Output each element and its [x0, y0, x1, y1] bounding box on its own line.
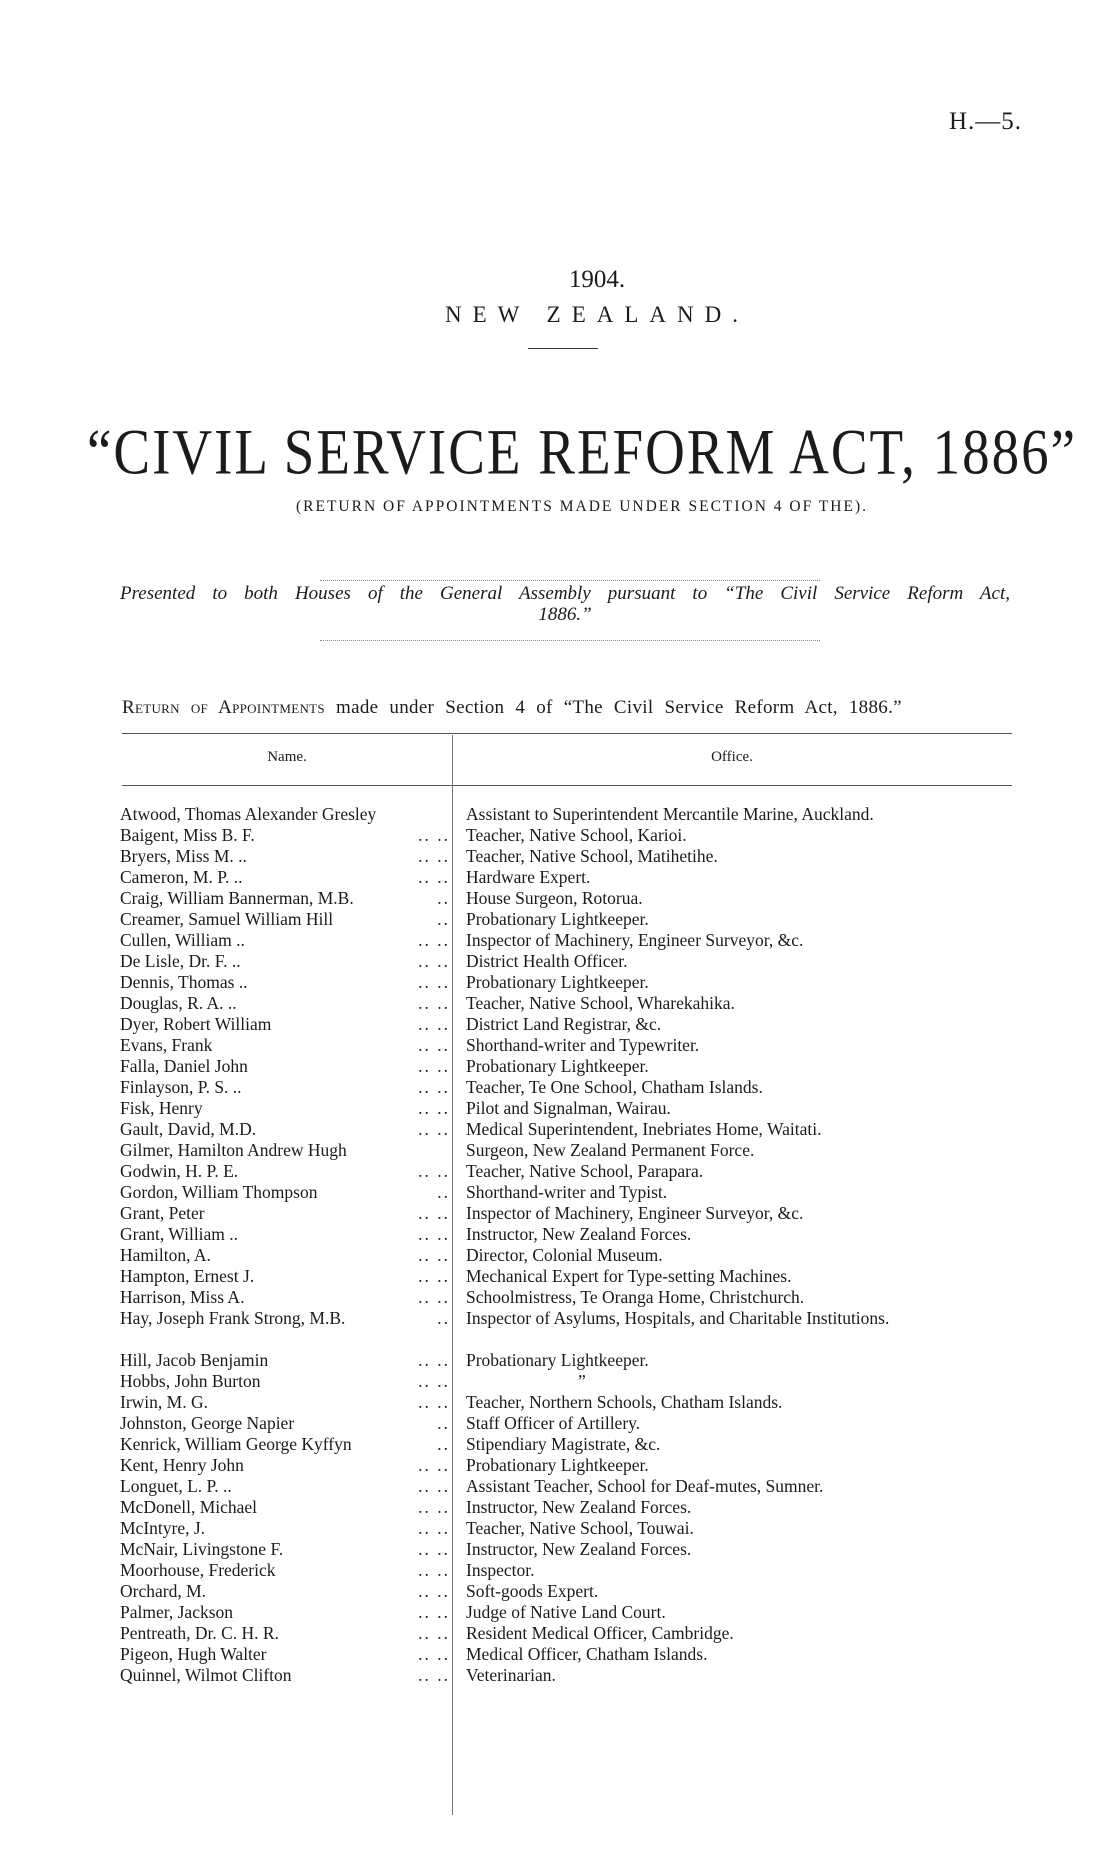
appointee-name: Gilmer, Hamilton Andrew Hugh — [120, 1140, 347, 1160]
dot-leader: .. .. — [418, 1224, 450, 1244]
appointee-name-cell — [120, 1455, 458, 1476]
appointee-name: Pentreath, Dr. C. H. R. — [120, 1623, 279, 1643]
table-row — [120, 1371, 1015, 1392]
appointee-name: Hamilton, A. — [120, 1245, 211, 1265]
office-cell: District Health Officer. — [466, 951, 628, 971]
table-row — [120, 1287, 1015, 1308]
appointee-name-cell — [120, 1182, 458, 1203]
table-row — [120, 909, 1015, 930]
appointee-name: Falla, Daniel John — [120, 1056, 248, 1076]
appointee-name: Douglas, R. A. .. — [120, 993, 237, 1013]
appointee-name: Cullen, William .. — [120, 930, 245, 950]
dot-leader: .. .. — [418, 1266, 450, 1286]
document-subtitle: (RETURN OF APPOINTMENTS MADE UNDER SECTION 4 OF THE). — [295, 498, 869, 515]
office-cell: Hardware Expert. — [466, 867, 591, 887]
table-row — [120, 1266, 1015, 1287]
table-row — [120, 1497, 1015, 1518]
dot-leader: .. .. — [418, 1245, 450, 1265]
appointee-name: Harrison, Miss A. — [120, 1287, 245, 1307]
office-cell: Inspector. — [466, 1560, 535, 1580]
document-country: NEW ZEALAND. — [444, 302, 750, 327]
appointee-name: Irwin, M. G. — [120, 1392, 208, 1412]
table-row — [120, 1077, 1015, 1098]
appointee-name: McIntyre, J. — [120, 1518, 206, 1538]
appointee-name: Longuet, L. P. .. — [120, 1476, 232, 1496]
appointee-name-cell — [120, 1098, 458, 1119]
office-cell: Inspector of Machinery, Engineer Surveyor, &c. — [466, 930, 804, 950]
appointee-name: Quinnel, Wilmot Clifton — [120, 1665, 292, 1685]
appointee-name: Creamer, Samuel William Hill — [120, 909, 334, 929]
dot-leader: .. .. — [418, 1098, 450, 1118]
appointee-name-cell — [120, 804, 458, 825]
office-cell: Teacher, Northern Schools, Chatham Islands. — [466, 1392, 783, 1412]
appointee-name: Kent, Henry John — [120, 1455, 244, 1475]
table-row — [120, 1644, 1015, 1665]
appointee-name-cell — [120, 993, 458, 1014]
dot-leader: .. — [437, 1413, 450, 1433]
appointee-name-cell — [120, 1518, 458, 1539]
office-cell: District Land Registrar, &c. — [466, 1014, 662, 1034]
appointee-name-cell — [120, 1392, 458, 1413]
appointee-name: Hampton, Ernest J. — [120, 1266, 255, 1286]
office-cell: Resident Medical Officer, Cambridge. — [466, 1623, 734, 1643]
appointee-name-cell — [120, 930, 458, 951]
office-cell: Judge of Native Land Court. — [466, 1602, 666, 1622]
appointee-name-cell — [120, 825, 458, 846]
table-row — [120, 930, 1015, 951]
table-row — [120, 1014, 1015, 1035]
table-row — [120, 1245, 1015, 1266]
table-row — [120, 1434, 1015, 1455]
appointee-name: Cameron, M. P. .. — [120, 867, 243, 887]
appointee-name: De Lisle, Dr. F. .. — [120, 951, 241, 971]
appointee-name: Orchard, M. — [120, 1581, 207, 1601]
document-year: 1904. — [568, 266, 626, 293]
office-cell: Assistant Teacher, School for Deaf-mutes, Sumner. — [466, 1476, 824, 1496]
table-row — [120, 993, 1015, 1014]
appointee-name-cell — [120, 1140, 458, 1161]
appointee-name: Grant, William .. — [120, 1224, 239, 1244]
appointee-name-cell — [120, 1476, 458, 1497]
appointee-name-cell — [120, 909, 458, 930]
dot-leader: .. — [437, 1182, 450, 1202]
table-header-rule — [122, 785, 1012, 786]
dot-leader: .. .. — [418, 1518, 450, 1538]
office-cell: Soft-goods Expert. — [466, 1581, 599, 1601]
dot-leader: .. .. — [418, 972, 450, 992]
office-cell: Teacher, Native School, Karioi. — [466, 825, 687, 845]
office-cell: Mechanical Expert for Type-setting Machines. — [466, 1266, 792, 1286]
dot-leader: .. .. — [418, 1665, 450, 1685]
appointee-name: Johnston, George Napier — [120, 1413, 295, 1433]
appointee-name-cell — [120, 1371, 458, 1392]
dot-leader: .. .. — [418, 951, 450, 971]
dot-leader: .. .. — [418, 1035, 450, 1055]
appointee-name-cell — [120, 1350, 458, 1371]
office-cell: Probationary Lightkeeper. — [466, 1455, 649, 1475]
appointee-name: Evans, Frank — [120, 1035, 213, 1055]
table-row — [120, 1224, 1015, 1245]
dot-leader: .. .. — [418, 1203, 450, 1223]
appointee-name-cell — [120, 1119, 458, 1140]
appointee-name: Hobbs, John Burton — [120, 1371, 261, 1391]
appointee-name-cell — [120, 1266, 458, 1287]
return-caption — [122, 697, 1012, 719]
appointee-name-cell — [120, 972, 458, 993]
dot-leader: .. .. — [418, 1581, 450, 1601]
appointee-name: Finlayson, P. S. .. — [120, 1077, 242, 1097]
table-row — [120, 1476, 1015, 1497]
office-cell: Instructor, New Zealand Forces. — [466, 1539, 692, 1559]
office-cell: Stipendiary Magistrate, &c. — [466, 1434, 661, 1454]
return-caption-rest: made under Section 4 of “The Civil Service Reform Act, 1886.” — [336, 697, 902, 718]
appointee-name-cell — [120, 888, 458, 909]
appointee-name: Moorhouse, Frederick — [120, 1560, 276, 1580]
appointee-name-cell — [120, 1287, 458, 1308]
appointee-name-cell — [120, 1224, 458, 1245]
column-header-office: Office. — [711, 749, 753, 765]
dot-leader: .. — [437, 909, 450, 929]
dot-leader: .. .. — [418, 1560, 450, 1580]
dot-leader: .. — [437, 888, 450, 908]
office-cell: Medical Superintendent, Inebriates Home, Waitati. — [466, 1119, 822, 1139]
appointee-name-cell — [120, 1602, 458, 1623]
appointee-name-cell — [120, 1581, 458, 1602]
appointee-name: Hay, Joseph Frank Strong, M.B. — [120, 1308, 346, 1328]
document-title: “CIVIL SERVICE REFORM ACT, 1886” — [86, 415, 1077, 488]
table-row — [120, 1539, 1015, 1560]
table-row — [120, 1560, 1015, 1581]
appointee-name: Dyer, Robert William — [120, 1014, 272, 1034]
office-cell: Probationary Lightkeeper. — [466, 1056, 649, 1076]
office-cell: Teacher, Native School, Touwai. — [466, 1518, 694, 1538]
table-row — [120, 1056, 1015, 1077]
office-cell: Assistant to Superintendent Mercantile Marine, Auckland. — [466, 804, 874, 824]
appointee-name: Baigent, Miss B. F. — [120, 825, 255, 845]
appointee-name-cell — [120, 1035, 458, 1056]
dot-leader: .. .. — [418, 1077, 450, 1097]
dot-leader: .. .. — [418, 867, 450, 887]
dot-leader: .. .. — [418, 846, 450, 866]
office-cell: Pilot and Signalman, Wairau. — [466, 1098, 671, 1118]
appointee-name: Godwin, H. P. E. — [120, 1161, 239, 1181]
dot-leader: .. .. — [418, 1602, 450, 1622]
office-cell: Probationary Lightkeeper. — [466, 909, 649, 929]
office-cell: Instructor, New Zealand Forces. — [466, 1497, 692, 1517]
office-cell: Veterinarian. — [466, 1665, 556, 1685]
office-cell: Staff Officer of Artillery. — [466, 1413, 641, 1433]
appointee-name: Craig, William Bannerman, M.B. — [120, 888, 354, 908]
dot-leader: .. .. — [418, 1539, 450, 1559]
table-row — [120, 888, 1015, 909]
office-cell: Probationary Lightkeeper. — [466, 1350, 649, 1370]
office-cell: Medical Officer, Chatham Islands. — [466, 1644, 708, 1664]
table-row — [120, 1581, 1015, 1602]
office-cell: Director, Colonial Museum. — [466, 1245, 663, 1265]
dot-leader: .. .. — [418, 1056, 450, 1076]
office-cell: House Surgeon, Rotorua. — [466, 888, 643, 908]
office-cell: Probationary Lightkeeper. — [466, 972, 649, 992]
dot-leader: .. .. — [418, 1497, 450, 1517]
table-row — [120, 1455, 1015, 1476]
appointee-name: McDonell, Michael — [120, 1497, 258, 1517]
table-row — [120, 1035, 1015, 1056]
office-cell: Teacher, Native School, Matihetihe. — [466, 846, 718, 866]
title-divider — [528, 348, 598, 349]
dot-leader: .. .. — [418, 1476, 450, 1496]
appointee-name: McNair, Livingstone F. — [120, 1539, 284, 1559]
page-reference: H.—5. — [948, 108, 1022, 135]
table-row — [120, 825, 1015, 846]
office-cell: Inspector of Asylums, Hospitals, and Charitable Institutions. — [466, 1308, 890, 1328]
appointee-name-cell — [120, 1245, 458, 1266]
dot-leader: .. — [437, 1308, 450, 1328]
table-row — [120, 1182, 1015, 1203]
table-row — [120, 867, 1015, 888]
dot-leader: .. .. — [418, 825, 450, 845]
dot-leader: .. .. — [418, 1623, 450, 1643]
office-cell: Shorthand-writer and Typewriter. — [466, 1035, 700, 1055]
table-row — [120, 1392, 1015, 1413]
table-row — [120, 1413, 1015, 1434]
dot-leader: .. .. — [418, 930, 450, 950]
appointee-name: Gault, David, M.D. — [120, 1119, 257, 1139]
appointee-name-cell — [120, 846, 458, 867]
dot-leader: .. .. — [418, 1392, 450, 1412]
dot-leader: .. .. — [418, 1371, 450, 1391]
appointee-name-cell — [120, 1056, 458, 1077]
appointee-name-cell — [120, 1560, 458, 1581]
appointee-name: Atwood, Thomas Alexander Gresley — [120, 804, 377, 824]
appointee-name: Kenrick, William George Kyffyn — [120, 1434, 352, 1454]
appointee-name: Gordon, William Thompson — [120, 1182, 318, 1202]
appointee-name-cell — [120, 1623, 458, 1644]
office-cell: Shorthand-writer and Typist. — [466, 1182, 668, 1202]
appointee-name-cell — [120, 1014, 458, 1035]
table-row — [120, 1665, 1015, 1686]
appointee-name-cell — [120, 1413, 458, 1434]
office-cell: ” — [578, 1371, 586, 1391]
table-row — [120, 1098, 1015, 1119]
table-row — [120, 804, 1015, 825]
dot-leader: .. .. — [418, 1014, 450, 1034]
table-row — [120, 1140, 1015, 1161]
office-cell: Inspector of Machinery, Engineer Surveyor, &c. — [466, 1203, 804, 1223]
appointee-name: Grant, Peter — [120, 1203, 205, 1223]
column-header-name: Name. — [267, 749, 307, 765]
return-caption-lead: Return of Appointments — [122, 697, 325, 718]
appointments-table — [120, 804, 1015, 1686]
table-row — [120, 1119, 1015, 1140]
appointee-name-cell — [120, 1665, 458, 1686]
office-cell: Teacher, Te One School, Chatham Islands. — [466, 1077, 763, 1097]
office-cell: Teacher, Native School, Wharekahika. — [466, 993, 735, 1013]
appointee-name: Fisk, Henry — [120, 1098, 203, 1118]
dot-leader: .. .. — [418, 1350, 450, 1370]
table-row — [120, 846, 1015, 867]
table-row — [120, 1623, 1015, 1644]
appointee-name-cell — [120, 867, 458, 888]
presented-statement: Presented to both Houses of the General Assembly pursuant to “The Civil Service Reform Act, 1886.” — [120, 583, 1010, 625]
presented-top-rule — [320, 580, 820, 581]
appointee-name: Pigeon, Hugh Walter — [120, 1644, 267, 1664]
dot-leader: .. — [437, 1434, 450, 1454]
appointee-name-cell — [120, 1308, 458, 1350]
table-top-rule — [122, 733, 1012, 734]
table-row — [120, 1602, 1015, 1623]
table-row — [120, 1518, 1015, 1539]
appointee-name-cell — [120, 1161, 458, 1182]
dot-leader: .. .. — [418, 1287, 450, 1307]
appointee-name: Dennis, Thomas .. — [120, 972, 248, 992]
dot-leader: .. .. — [418, 1455, 450, 1475]
table-row — [120, 1350, 1015, 1371]
appointee-name-cell — [120, 1539, 458, 1560]
table-row — [120, 1203, 1015, 1224]
office-cell: Surgeon, New Zealand Permanent Force. — [466, 1140, 755, 1160]
appointee-name-cell — [120, 951, 458, 972]
office-cell: Teacher, Native School, Parapara. — [466, 1161, 704, 1181]
appointee-name: Hill, Jacob Benjamin — [120, 1350, 269, 1370]
appointee-name-cell — [120, 1644, 458, 1665]
table-row — [120, 951, 1015, 972]
dot-leader: .. .. — [418, 993, 450, 1013]
appointee-name: Bryers, Miss M. .. — [120, 846, 247, 866]
presented-bottom-rule — [320, 640, 820, 641]
dot-leader: .. .. — [418, 1644, 450, 1664]
table-row — [120, 1308, 1015, 1350]
appointee-name: Palmer, Jackson — [120, 1602, 234, 1622]
appointee-name-cell — [120, 1497, 458, 1518]
office-cell: Schoolmistress, Te Oranga Home, Christchurch. — [466, 1287, 805, 1307]
office-cell: Instructor, New Zealand Forces. — [466, 1224, 692, 1244]
dot-leader: .. .. — [418, 1161, 450, 1181]
table-row — [120, 1161, 1015, 1182]
table-row — [120, 972, 1015, 993]
dot-leader: .. .. — [418, 1119, 450, 1139]
appointee-name-cell — [120, 1434, 458, 1455]
appointee-name-cell — [120, 1077, 458, 1098]
appointee-name-cell — [120, 1203, 458, 1224]
